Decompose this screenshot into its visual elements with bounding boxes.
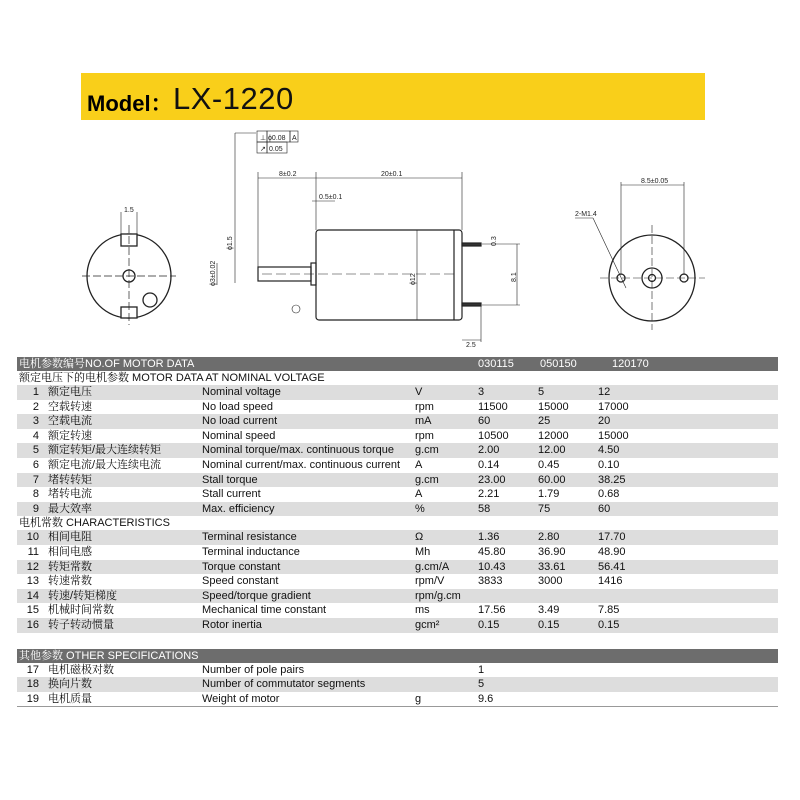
cell-d: 20 (598, 415, 611, 428)
cell-n: 9 (32, 502, 39, 515)
cell-cn: 转速常数 (48, 575, 92, 588)
cell-a: 2.21 (478, 488, 500, 501)
cell-cn: 电机质量 (48, 692, 92, 705)
cell-a: 2.00 (478, 444, 500, 457)
table-row (17, 414, 778, 429)
cell-en: Number of pole pairs (202, 663, 305, 676)
cell-n: 4 (32, 429, 39, 442)
cell-cn: 空载电流 (48, 415, 92, 428)
cell-cn: 额定转矩/最大连续转矩 (48, 444, 162, 457)
svg-text:8.1: 8.1 (511, 272, 518, 282)
cell-a: 23.00 (478, 473, 506, 486)
svg-text:0.3: 0.3 (491, 236, 498, 246)
cell-b: 15000 (538, 400, 569, 413)
model-banner (81, 73, 705, 120)
svg-text:ϕ12: ϕ12 (410, 273, 417, 285)
cell-u: g.cm/A (415, 560, 450, 573)
cell-n: 13 (26, 575, 39, 588)
svg-text:8.5±0.05: 8.5±0.05 (641, 178, 669, 185)
table-row (17, 574, 778, 589)
cell-b: 75 (538, 502, 551, 515)
cell-b: 33.61 (538, 560, 566, 573)
cell-cn: 最大效率 (48, 502, 92, 515)
cell-u: rpm/V (415, 575, 445, 588)
cell-en: Nominal speed (202, 429, 276, 442)
cell-cn: 转子转动惯量 (48, 618, 114, 631)
svg-text:0.05: 0.05 (269, 146, 283, 153)
svg-text:8±0.2: 8±0.2 (279, 171, 297, 178)
cell-d: 1416 (598, 575, 623, 588)
cell-n: 18 (26, 678, 39, 691)
cell-cn: 机械时间常数 (48, 604, 114, 617)
cell-d: 48.90 (598, 545, 626, 558)
cell-en: Speed constant (202, 575, 279, 588)
section-title: 电机常数 CHARACTERISTICS (19, 517, 170, 530)
section-title: 其他参数 OTHER SPECIFICATIONS (19, 649, 199, 662)
cell-n: 19 (26, 692, 39, 705)
table-row (17, 530, 778, 545)
cell-n: 10 (26, 531, 39, 544)
cell-a: 45.80 (478, 545, 506, 558)
cell-u: rpm (415, 400, 434, 413)
cell-en: Stall current (202, 488, 261, 501)
table-row (17, 443, 778, 458)
cell-n: 8 (32, 488, 39, 501)
table-row (17, 603, 778, 618)
cell-b: 3000 (538, 575, 563, 588)
cell-n: 3 (32, 415, 39, 428)
cell-en: Speed/torque gradient (202, 589, 311, 602)
cell-en: Nominal current/max. continuous current (202, 458, 401, 471)
cell-a: 10.43 (478, 560, 506, 573)
svg-text:⊥: ⊥ (260, 135, 267, 142)
table-row (17, 502, 778, 517)
cell-cn: 转矩常数 (48, 560, 92, 573)
cell-u: Ω (415, 531, 424, 544)
cell-u: rpm/g.cm (415, 589, 461, 602)
cell-a: 0.15 (478, 618, 500, 631)
cell-a: 60 (478, 415, 491, 428)
cell-d: 0.15 (598, 618, 620, 631)
cell-en: Terminal inductance (202, 545, 300, 558)
cell-d: 12 (598, 386, 611, 398)
svg-text:20±0.1: 20±0.1 (381, 171, 403, 178)
cell-u: V (415, 386, 423, 398)
cell-en: Nominal voltage (202, 386, 281, 398)
table-row (17, 677, 778, 692)
cell-a: 9.6 (478, 692, 494, 705)
cell-a: 1.36 (478, 531, 500, 544)
cell-u: g.cm (415, 444, 439, 457)
cell-en: Nominal torque/max. continuous torque (202, 444, 394, 457)
cell-en: Max. efficiency (202, 502, 275, 515)
svg-text:ϕ3±0.02: ϕ3±0.02 (210, 260, 217, 286)
cell-u: A (415, 458, 423, 471)
cell-en: Mechanical time constant (202, 604, 327, 617)
table-row (17, 400, 778, 415)
cell-en: No load current (202, 415, 278, 428)
cell-u: Mh (415, 545, 431, 558)
svg-text:2.5: 2.5 (466, 342, 476, 349)
cell-b: 1.79 (538, 488, 560, 501)
cell-d: 17.70 (598, 531, 626, 544)
cell-b: 0.15 (538, 618, 560, 631)
cell-b: 36.90 (538, 545, 566, 558)
svg-text:ϕ0.08: ϕ0.08 (268, 135, 286, 142)
cell-u: rpm (415, 429, 434, 442)
cell-a: 10500 (478, 429, 509, 442)
table-row (17, 589, 778, 604)
model-code: 030115 (478, 358, 514, 370)
other-spec-header (17, 649, 778, 663)
cell-n: 17 (26, 663, 39, 676)
section-title: 额定电压下的电机参数 MOTOR DATA AT NOMINAL VOLTAGE (19, 372, 325, 384)
cell-a: 5 (478, 678, 485, 691)
cell-b: 2.80 (538, 531, 560, 544)
cell-b: 60.00 (538, 473, 566, 486)
table-row (17, 692, 778, 708)
cell-a: 11500 (478, 400, 508, 413)
table-row (17, 429, 778, 444)
cell-cn: 换向片数 (48, 678, 92, 691)
cell-cn: 额定电压 (48, 386, 92, 398)
cell-n: 14 (26, 589, 39, 602)
svg-text:ϕ1.5: ϕ1.5 (227, 236, 234, 250)
cell-b: 0.45 (538, 458, 560, 471)
cell-u: A (415, 488, 423, 501)
cell-d: 7.85 (598, 604, 620, 617)
svg-text:A: A (292, 135, 297, 142)
cell-d: 60 (598, 502, 611, 515)
cell-cn: 堵转转矩 (48, 473, 92, 486)
cell-cn: 相间电阻 (48, 531, 92, 544)
cell-en: Weight of motor (202, 692, 280, 705)
cell-en: Stall torque (202, 473, 258, 486)
cell-b: 12000 (538, 429, 569, 442)
cell-u: mA (415, 415, 432, 428)
cell-cn: 相间电感 (48, 545, 92, 558)
front-end-view (82, 207, 176, 325)
svg-text:1.5: 1.5 (124, 207, 134, 214)
cell-a: 3833 (478, 575, 503, 588)
table-row (17, 385, 778, 400)
section-title: 电机参数编号NO.OF MOTOR DATA (19, 358, 195, 370)
cell-en: No load speed (202, 400, 273, 413)
cell-d: 17000 (598, 400, 629, 413)
table-row (17, 545, 778, 560)
cell-a: 17.56 (478, 604, 506, 617)
table-row (17, 618, 778, 633)
cell-b: 3.49 (538, 604, 560, 617)
cell-en: Terminal resistance (202, 531, 297, 544)
cell-u: g (415, 692, 422, 705)
table-row (17, 560, 778, 575)
cell-cn: 空载转速 (48, 400, 92, 413)
cell-n: 5 (32, 444, 39, 457)
model-code: 050150 (540, 358, 577, 370)
cell-cn: 额定转速 (48, 429, 92, 442)
cell-d: 15000 (598, 429, 629, 442)
cell-u: g.cm (415, 473, 439, 486)
side-view (210, 131, 520, 349)
cell-a: 1 (478, 663, 485, 676)
cell-d: 56.41 (598, 560, 626, 573)
cell-en: Number of commutator segments (202, 678, 366, 691)
table-row (17, 487, 778, 502)
cell-b: 12.00 (538, 444, 566, 457)
motor-data-table (17, 357, 778, 707)
cell-b: 25 (538, 415, 551, 428)
cell-d: 0.68 (598, 488, 620, 501)
cell-a: 58 (478, 502, 491, 515)
cell-cn: 转速/转矩梯度 (48, 589, 118, 602)
rear-end-view (575, 178, 705, 330)
model-code: 120170 (612, 358, 649, 370)
cell-d: 0.10 (598, 458, 620, 471)
cell-n: 6 (32, 458, 39, 471)
cell-u: gcm² (415, 618, 440, 631)
cell-n: 16 (26, 618, 39, 631)
table-row (17, 473, 778, 488)
svg-text:↗: ↗ (260, 146, 266, 153)
cell-b: 5 (538, 386, 545, 398)
model-label: Model： (87, 91, 173, 116)
cell-n: 2 (32, 400, 39, 413)
model-number: LX-1220 (173, 81, 294, 116)
cell-n: 15 (26, 604, 39, 617)
cell-u: ms (415, 604, 430, 617)
motor-data-header (17, 357, 778, 371)
table-row (17, 458, 778, 473)
cell-a: 0.14 (478, 458, 500, 471)
cell-u: % (415, 502, 425, 515)
cell-n: 7 (32, 473, 39, 486)
cell-n: 11 (27, 545, 39, 558)
cell-en: Rotor inertia (202, 618, 262, 631)
svg-text:0.5±0.1: 0.5±0.1 (319, 194, 343, 201)
cell-d: 4.50 (598, 444, 620, 457)
cell-d: 38.25 (598, 473, 626, 486)
cell-n: 12 (26, 560, 39, 573)
cell-cn: 额定电流/最大连续电流 (48, 458, 162, 471)
cell-cn: 堵转电流 (48, 488, 92, 501)
cell-a: 3 (478, 386, 485, 398)
cell-n: 1 (32, 386, 39, 398)
table-row (17, 663, 778, 678)
motor-technical-drawing (0, 120, 800, 355)
cell-cn: 电机磁极对数 (48, 663, 114, 676)
cell-en: Torque constant (202, 560, 281, 573)
svg-text:2-M1.4: 2-M1.4 (575, 211, 597, 218)
